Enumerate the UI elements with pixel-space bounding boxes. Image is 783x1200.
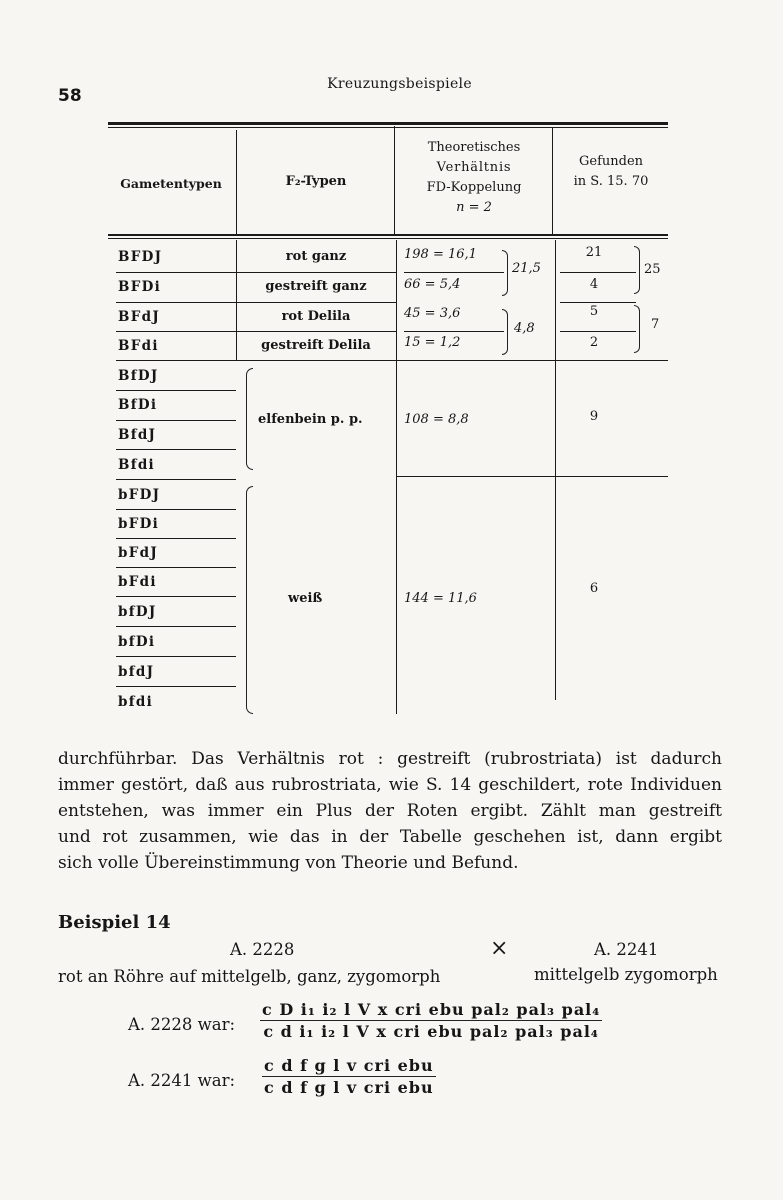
example-heading: Beispiel 14 (58, 912, 171, 933)
gamete-cell: bFDJ (118, 487, 161, 503)
gamete-cell: BFdJ (118, 309, 161, 325)
f2-type-cell: rot Delila (281, 309, 351, 324)
ratio-cell: 66 = 5,4 (404, 277, 461, 292)
f2-type-cell: weiß (288, 591, 323, 606)
gamete-cell: BFdi (118, 338, 159, 354)
gamete-cell: BFDJ (118, 249, 163, 265)
ratio-cell: 198 = 16,1 (404, 247, 477, 262)
brace-right (502, 250, 508, 296)
header-theoretisch: Theoretisches Verhältnis FD-Koppelung n = 2 (426, 140, 522, 215)
genotype-fraction: c d f g l v cri ebu c d f g l v cri ebu (264, 1056, 434, 1097)
header-gefunden: Gefunden in S. 15. 70 (573, 154, 649, 189)
gamete-cell: bfdJ (118, 664, 155, 680)
header-f2-typen: F₂-Typen (285, 174, 347, 189)
gamete-cell: bfdi (118, 694, 154, 710)
gamete-cell: BfDi (118, 397, 158, 413)
found-cell: 2 (589, 335, 599, 350)
genotype-fraction: c D i₁ i₂ l V x cri ebu pal₂ pal₃ pal₄ c d i₁ i₂ l V x cri ebu pal₂ pal₃ pal₄ (262, 1000, 601, 1041)
found-sum: 7 (651, 317, 660, 332)
left-parent-description: rot an Röhre auf mittelgelb, ganz, zygomorph (58, 967, 441, 986)
genotype-label: A. 2241 war: (128, 1071, 236, 1090)
ratio-sum: 21,5 (512, 261, 541, 276)
page-number: 58 (58, 86, 82, 106)
found-cell: 9 (589, 409, 599, 424)
f2-type-cell: elfenbein p. p. (258, 412, 363, 427)
f2-type-cell: gestreift Delila (261, 338, 371, 353)
ratio-cell: 144 = 11,6 (404, 591, 477, 606)
gamete-cell: bfDJ (118, 604, 157, 620)
cross-symbol: × (490, 936, 509, 961)
gamete-cell: bFDi (118, 516, 160, 532)
brace-left (246, 368, 253, 470)
f2-type-cell: gestreift ganz (265, 279, 367, 294)
found-sum: 25 (644, 262, 661, 277)
header-gametentypen: Gametentypen (120, 176, 222, 191)
body-paragraph: durchführbar. Das Verhältnis rot : gestreift (rubrostriata) ist dadurch immer gestört, daß aus rubrostriata, wie S. 14 geschildert, rote Individuen entstehen, was immer ein Plus der Roten ergibt. Zählt man gestreift und rot zusammen, wie das in der Tabelle geschehen ist, dann ergibt sich volle Übereinstimmung von Theorie und Befund. (58, 749, 722, 873)
found-cell: 21 (585, 245, 603, 260)
gamete-cell: bFdJ (118, 545, 159, 561)
found-cell: 5 (589, 304, 599, 319)
ratio-cell: 108 = 8,8 (404, 412, 469, 427)
f2-type-cell: rot ganz (285, 249, 347, 264)
brace-right (502, 309, 508, 355)
gamete-cell: bfDi (118, 634, 156, 650)
brace-right (634, 305, 640, 353)
found-cell: 6 (589, 581, 599, 596)
brace-left (246, 486, 253, 714)
gamete-cell: BfDJ (118, 368, 159, 384)
gamete-cell: bFdi (118, 574, 157, 590)
gamete-cell: BfdJ (118, 427, 157, 443)
found-cell: 4 (589, 277, 599, 292)
gamete-cell: Bfdi (118, 457, 155, 473)
running-head: Kreuzungsbeispiele (327, 76, 472, 92)
ratio-cell: 15 = 1,2 (404, 335, 461, 350)
right-parent-description: mittelgelb zygomorph (534, 965, 718, 984)
gamete-cell: BFDi (118, 279, 162, 295)
brace-right (634, 246, 640, 294)
ratio-cell: 45 = 3,6 (404, 306, 461, 321)
left-parent-label: A. 2228 (230, 940, 295, 959)
genotype-label: A. 2228 war: (128, 1015, 236, 1034)
right-parent-label: A. 2241 (594, 940, 659, 959)
ratio-sum: 4,8 (514, 321, 535, 336)
